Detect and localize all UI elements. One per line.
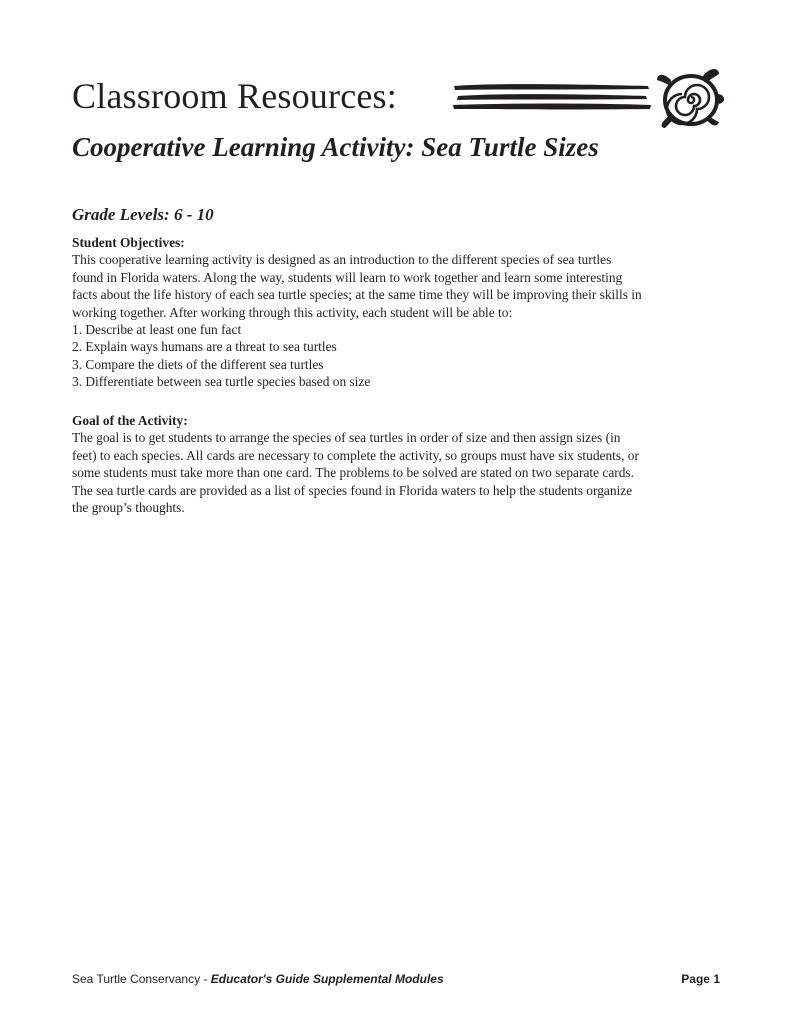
brush-stroke-divider xyxy=(452,80,652,112)
section-heading: Student Objectives: xyxy=(72,235,185,250)
paragraph-line: The sea turtle cards are provided as a list of species found in Florida waters to help the students organize xyxy=(72,482,633,498)
paragraph-line: found in Florida waters. Along the way, students will learn to work together and learn some interesting xyxy=(72,269,623,285)
footer-org: Sea Turtle Conservancy - xyxy=(72,972,211,986)
objective-list-item: 3. Differentiate between sea turtle species based on size xyxy=(72,374,371,390)
objective-list-item: 3. Compare the diets of the different sea turtles xyxy=(72,356,324,372)
paragraph-line: working together. After working through this activity, each student will be able to: xyxy=(72,304,513,320)
paragraph-line: feet) to each species. All cards are necessary to complete the activity, so groups must have six students, or xyxy=(72,447,639,463)
page-subtitle: Cooperative Learning Activity: Sea Turtle Sizes xyxy=(72,132,599,162)
footer-guide-title: Educator's Guide Supplemental Modules xyxy=(210,972,444,986)
page-number: Page 1 xyxy=(681,972,720,986)
section-heading: Goal of the Activity: xyxy=(72,413,188,428)
grade-levels: Grade Levels: 6 - 10 xyxy=(72,205,214,224)
paragraph-line: facts about the life history of each sea turtle species; at the same time they will be improving their skills in xyxy=(72,287,642,303)
objective-list-item: 2. Explain ways humans are a threat to sea turtles xyxy=(72,339,337,355)
student-objectives-section xyxy=(72,234,732,391)
paragraph-line: The goal is to get students to arrange the species of sea turtles in order of size and then assign sizes (in xyxy=(72,430,621,446)
paragraph-line: the group’s thoughts. xyxy=(72,500,185,516)
footer-source xyxy=(72,971,444,987)
sea-turtle-spiral-icon xyxy=(653,64,727,134)
paragraph-line: some students must take more than one card. The problems to be solved are stated on two separate cards. xyxy=(72,465,634,481)
paragraph-line: This cooperative learning activity is designed as an introduction to the different species of sea turtles xyxy=(72,252,612,268)
page-title: Classroom Resources: xyxy=(72,76,397,116)
goal-section xyxy=(72,412,732,516)
objective-list-item: 1. Describe at least one fun fact xyxy=(72,322,242,338)
